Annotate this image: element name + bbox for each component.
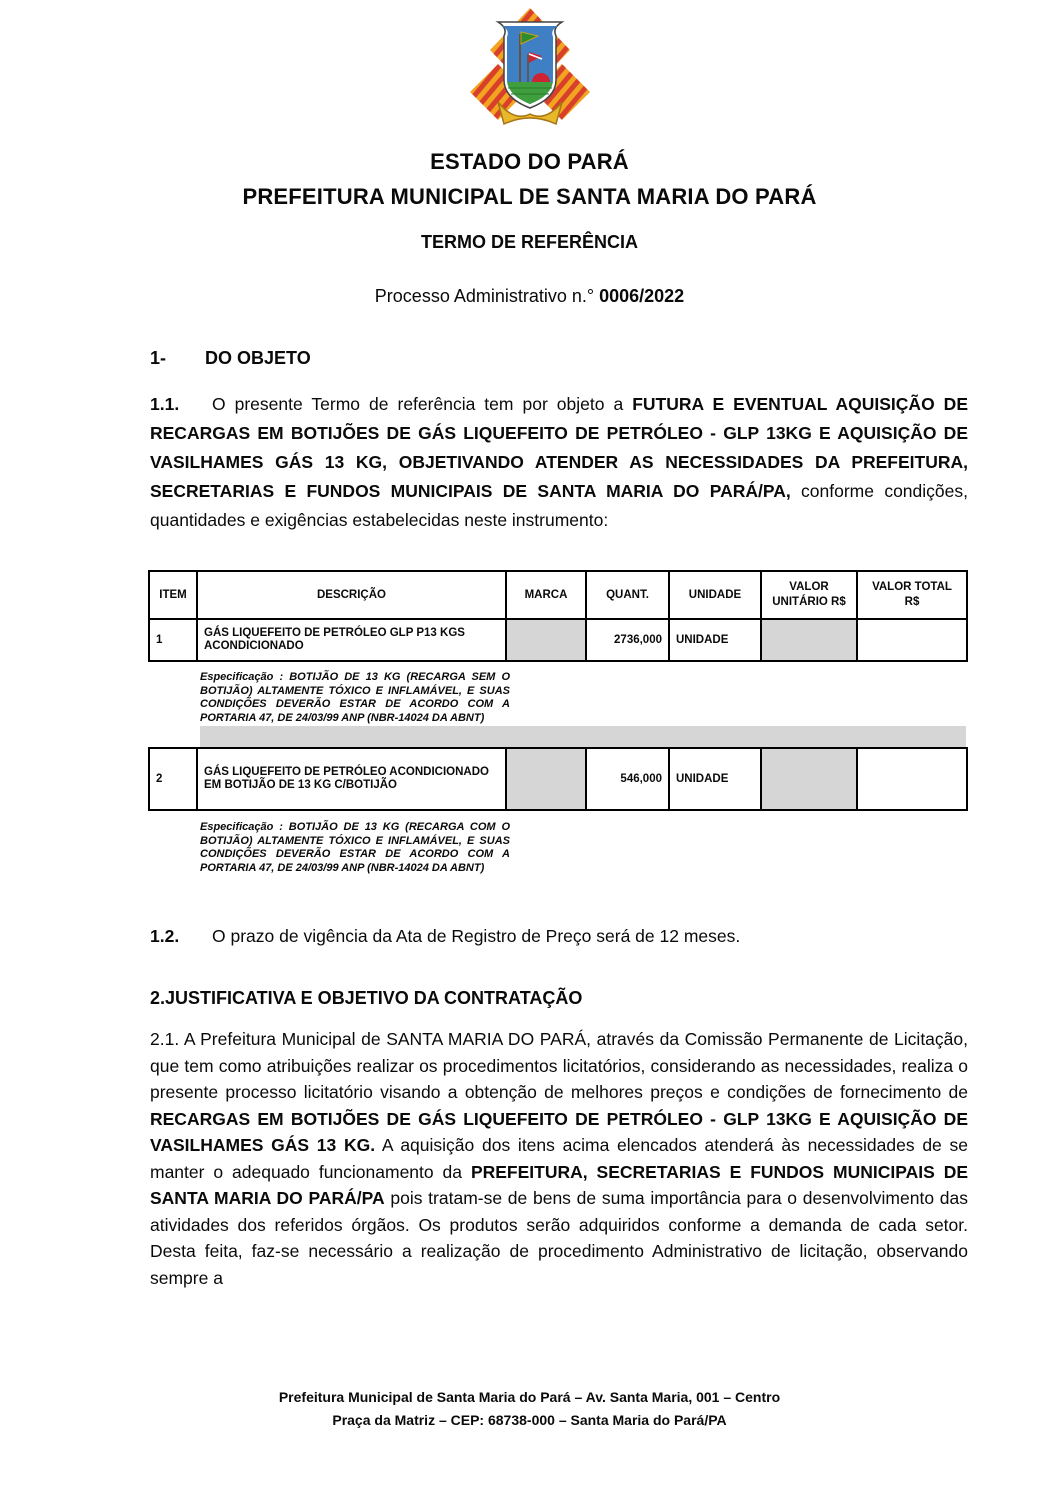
paragraph-1-2-number: 1.2. [150,926,180,946]
item-1-unit: UNIDADE [669,619,761,661]
process-number: 0006/2022 [599,286,685,306]
process-line [0,286,1059,307]
item-1-total-price-cell [857,619,967,661]
col-header-valor-total: VALOR TOTAL R$ [857,571,967,619]
item-1-number: 1 [149,619,197,661]
document-title: TERMO DE REFERÊNCIA [420,232,638,252]
paragraph-1-2 [150,922,968,951]
item-1-marca-cell [506,619,586,661]
paragraph-2-1 [150,1026,968,1291]
item-1-unit-price-cell [761,619,857,661]
section-1-title: DO OBJETO [205,348,311,368]
col-header-item: ITEM [149,571,197,619]
footer-address-line-1: Prefeitura Municipal de Santa Maria do Pará – Av. Santa Maria, 001 – Centro [278,1389,781,1405]
state-title: ESTADO DO PARÁ [430,149,629,174]
col-header-marca: MARCA [506,571,586,619]
item-2-quantity: 546,000 [586,748,669,810]
coat-of-arms-icon [468,6,592,130]
paragraph-2-1-text-3: pois tratam-se de bens de suma importância para o desenvolvimento das atividades dos referidos órgãos. Os produtos serão adquiridos conforme a demanda de cada setor. Desta feita, faz-se necessário a realização de procedimento Administrativo de licitação, observando sempre a [150,1188,969,1288]
col-header-descricao: DESCRIÇÃO [197,571,506,619]
paragraph-1-1-bold-text: FUTURA E EVENTUAL AQUISIÇÃO DE RECARGAS EM BOTIJÕES DE GÁS LIQUEFEITO DE PETRÓLEO - GLP 13KG E AQUISIÇÃO DE VASILHAMES GÁS 13 KG, OBJETIVANDO ATENDER AS NECESSIDADES DA PREFEITURA, SECRETARIAS E FUNDOS MUNICIPAIS DE SANTA MARIA DO PARÁ/PA, [150,394,968,501]
grey-separator-band [200,726,966,747]
header-title-block [0,144,1059,214]
paragraph-1-1-number: 1.1. [150,394,180,414]
item-2-unit-price-cell [761,748,857,810]
paragraph-1-2-text: O prazo de vigência da Ata de Registro de Preço será de 12 meses. [212,926,741,946]
table-row [149,748,967,810]
item-1-specification: Especificação : BOTIJÃO DE 13 KG (RECARGA SEM O BOTIJÃO) ALTAMENTE TÓXICO E INFLAMÁVEL, E SUAS CONDIÇÕES DEVERÃO ESTAR DE ACORDO COM A PORTARIA 47, DE 24/03/99 ANP (NBR-14024 DA ABNT) [200,671,510,724]
process-label: Processo Administrativo n.° [374,286,600,306]
table-header-row [149,571,967,619]
paragraph-1-1 [150,390,968,535]
items-table-continued [148,747,968,811]
municipality-title: PREFEITURA MUNICIPAL DE SANTA MARIA DO PARÁ [242,184,817,209]
item-2-marca-cell [506,748,586,810]
paragraph-2-1-bold-1: RECARGAS EM BOTIJÕES DE GÁS LIQUEFEITO DE PETRÓLEO - GLP 13KG E AQUISIÇÃO DE VASILHAMES GÁS 13 KG. [150,1108,968,1155]
item-2-unit: UNIDADE [669,748,761,810]
paragraph-2-1-text-1: 2.1. A Prefeitura Municipal de SANTA MARIA DO PARÁ, através da Comissão Permanente de Licitação, que tem como atribuições realizar os procedimentos licitatórios, considerando as necessidades, realiza o presente processo licitatório visando a obtenção de melhores preços e condições de fornecimento de [150,1029,968,1102]
footer-address-line-2: Praça da Matriz – CEP: 68738-000 – Santa Maria do Pará/PA [332,1412,727,1428]
item-1-description: GÁS LIQUEFEITO DE PETRÓLEO GLP P13 KGS ACONDICIONADO [197,619,506,661]
item-2-specification: Especificação : BOTIJÃO DE 13 KG (RECARGA COM O BOTIJÃO) ALTAMENTE TÓXICO E INFLAMÁVEL, E SUAS CONDIÇÕES DEVERÃO ESTAR DE ACORDO COM A PORTARIA 47, DE 24/03/99 ANP (NBR-14024 DA ABNT) [200,821,510,874]
item-1-quantity: 2736,000 [586,619,669,661]
page-footer [0,1386,1059,1432]
section-1-heading [150,348,311,369]
items-table [148,570,968,662]
paragraph-1-1-text: O presente Termo de referência tem por objeto a [212,394,633,414]
item-2-description: GÁS LIQUEFEITO DE PETRÓLEO ACONDICIONADO EM BOTIJÃO DE 13 KG C/BOTIJÃO [197,748,506,810]
paragraph-1-1-text-end: conforme condições, quantidades e exigências estabelecidas neste instrumento: [150,481,968,530]
item-2-total-price-cell [857,748,967,810]
table-row [149,619,967,661]
paragraph-2-1-text-2: A aquisição dos itens acima elencados atenderá às necessidades de se manter o adequado funcionamento da [150,1135,968,1182]
section-2-heading: 2.JUSTIFICATIVA E OBJETIVO DA CONTRATAÇÃO [150,988,583,1008]
section-1-number: 1- [150,348,167,368]
paragraph-2-1-bold-2: PREFEITURA, SECRETARIAS E FUNDOS MUNICIPAIS DE SANTA MARIA DO PARÁ/PA [150,1161,969,1208]
item-2-number: 2 [149,748,197,810]
col-header-valor-unitario: VALOR UNITÁRIO R$ [761,571,857,619]
col-header-unidade: UNIDADE [669,571,761,619]
col-header-quant: QUANT. [586,571,669,619]
